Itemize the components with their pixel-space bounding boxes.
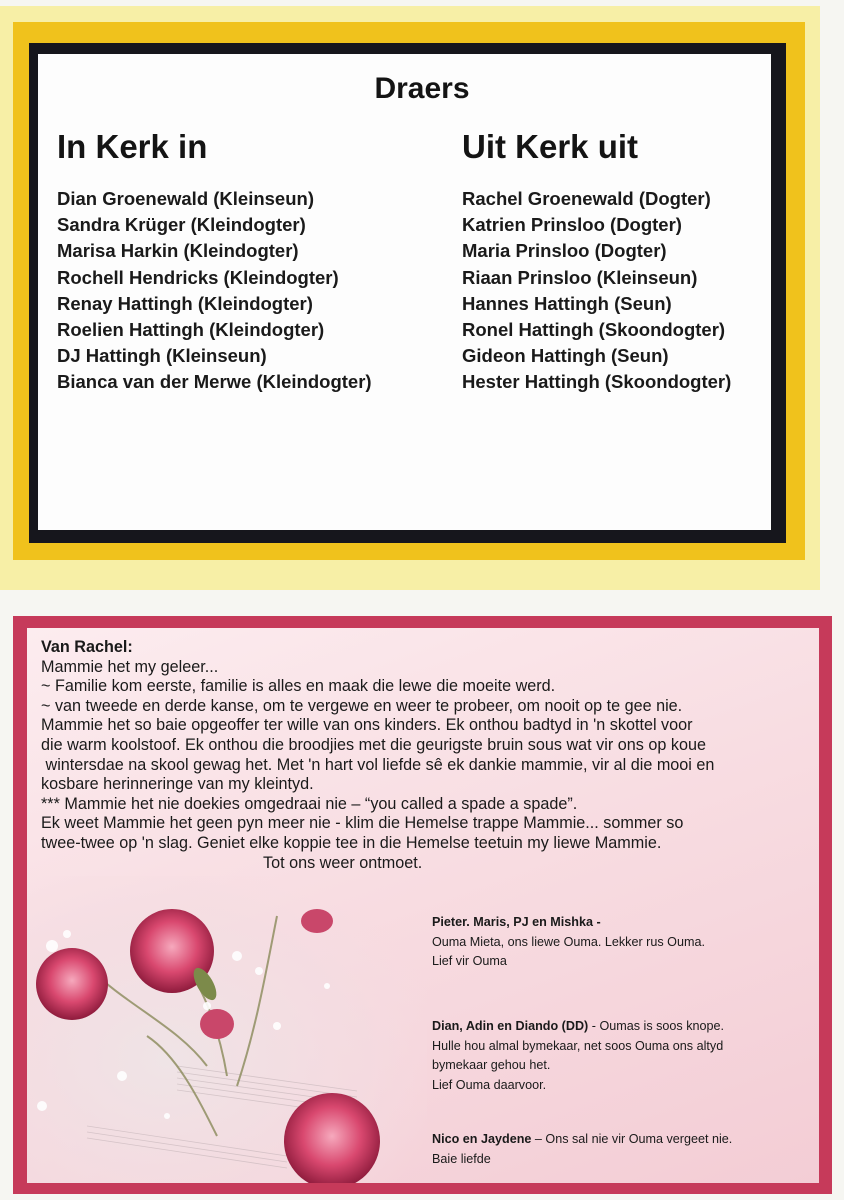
rachel-closing: Tot ons weer ontmoet. <box>263 853 423 872</box>
bearer-item: Gideon Hattingh (Seun) <box>462 345 669 367</box>
bearer-item: Renay Hattingh (Kleindogter) <box>57 292 313 314</box>
in-church-heading: In Kerk in <box>57 128 208 165</box>
tribute-line: Ouma Mieta, ons liewe Ouma. Lekker rus Ouma. <box>432 934 705 949</box>
bearer-item: Ronel Hattingh (Skoondogter) <box>462 319 726 341</box>
tribute-from: Pieter. Maris, PJ en Mishka - <box>432 915 601 929</box>
out-church-list <box>462 186 731 396</box>
rachel-line: kosbare herinneringe van my kleintyd. <box>41 775 314 794</box>
rachel-message <box>41 638 811 873</box>
out-church-heading: Uit Kerk uit <box>462 128 639 165</box>
bearer-item: Hannes Hattingh (Seun) <box>462 292 672 314</box>
rachel-line: Mammie het so baie opgeoffer ter wille van ons kinders. Ek onthou badtyd in 'n skottel voor <box>41 716 693 735</box>
tribute-line: Lief vir Ouma <box>432 954 507 969</box>
tribute-from: Dian, Adin en Diando (DD) <box>432 1019 589 1033</box>
carnation-flowers-illustration <box>27 876 427 1183</box>
bearer-item: Marisa Harkin (Kleindogter) <box>57 240 299 262</box>
bearers-title: Draers <box>374 72 470 105</box>
rachel-line: Mammie het my geleer... <box>41 657 219 676</box>
rachel-line: Ek weet Mammie het geen pyn meer nie - klim die Hemelse trappe Mammie... sommer so <box>41 814 684 833</box>
tribute-nico-jaydene <box>432 1130 732 1169</box>
rachel-line: ~ Familie kom eerste, familie is alles en maak die lewe die moeite werd. <box>41 677 556 696</box>
tributes-panel <box>27 628 819 1183</box>
bearer-item: Katrien Prinsloo (Dogter) <box>462 214 682 236</box>
bearer-item: Maria Prinsloo (Dogter) <box>462 240 667 262</box>
bearer-item: Riaan Prinsloo (Kleinseun) <box>462 266 698 288</box>
in-church-list <box>57 186 372 396</box>
bearer-item: Bianca van der Merwe (Kleindogter) <box>57 371 372 393</box>
rachel-line: *** Mammie het nie doekies omgedraai nie – “you called a spade a spade”. <box>41 794 578 813</box>
bearer-item: Sandra Krüger (Kleindogter) <box>57 214 306 236</box>
tribute-line: Baie liefde <box>432 1151 491 1166</box>
bearer-item: Rochell Hendricks (Kleindogter) <box>57 266 339 288</box>
rachel-line: twee-twee op 'n slag. Geniet elke koppie tee in die Hemelse teetuin my liewe Mammie. <box>41 833 662 852</box>
tribute-from: Nico en Jaydene <box>432 1132 532 1146</box>
tribute-line: Lief Ouma daarvoor. <box>432 1077 547 1092</box>
bearer-item: Hester Hattingh (Skoondogter) <box>462 371 732 393</box>
bearer-item: DJ Hattingh (Kleinseun) <box>57 345 267 367</box>
rachel-heading: Van Rachel: <box>41 638 133 656</box>
rachel-line: ~ van tweede en derde kanse, om te vergewe en weer te probeer, om nooit op te gee nie. <box>41 696 683 715</box>
tribute-pieter-family <box>432 913 705 972</box>
bearer-item: Dian Groenewald (Kleinseun) <box>57 188 314 209</box>
rachel-line: die warm koolstoof. Ek onthou die broodjies met die geurigste bruin sous wat vir ons op koue <box>41 735 706 754</box>
rachel-line: wintersdae na skool gewag het. Met 'n hart vol liefde sê ek dankie mammie, vir al die mooi en <box>41 755 715 774</box>
bearer-item: Rachel Groenewald (Dogter) <box>462 188 711 209</box>
tribute-line: Hulle hou almal bymekaar, net soos Ouma ons altyd <box>432 1038 724 1053</box>
tribute-first-line: – Ons sal nie vir Ouma vergeet nie. <box>531 1132 733 1146</box>
bearer-item: Roelien Hattingh (Kleindogter) <box>57 319 325 341</box>
tribute-first-line: - Oumas is soos knope. <box>588 1019 725 1033</box>
tribute-line: bymekaar gehou het. <box>432 1058 551 1073</box>
tribute-dian-family <box>432 1017 724 1095</box>
